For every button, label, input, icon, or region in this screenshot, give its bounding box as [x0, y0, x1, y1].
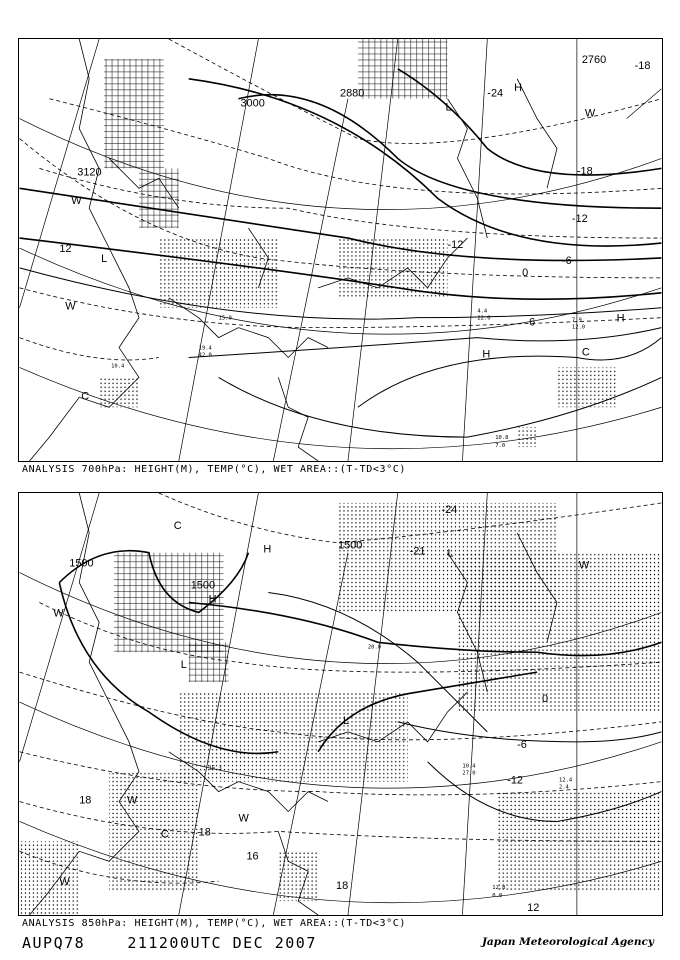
- warm-marker: W: [71, 195, 82, 208]
- warm-marker: W: [53, 607, 64, 620]
- temp-label: -12: [507, 774, 524, 787]
- obs-value: 12.0: [571, 324, 586, 331]
- temp-label: -18: [634, 59, 651, 72]
- obs-value: 7.0: [495, 443, 506, 450]
- obs-value: 4.4: [477, 308, 488, 315]
- temp-label: 18: [79, 794, 92, 807]
- height-label: 1500: [338, 539, 363, 552]
- low-pressure-marker: L: [342, 714, 350, 727]
- obs-value: 10.4: [111, 363, 125, 370]
- wet-area-dots: [99, 238, 617, 450]
- warm-marker: W: [584, 107, 596, 120]
- obs-value: 12.8: [492, 885, 506, 892]
- map-850hpa: [19, 493, 662, 915]
- temp-label: -21: [409, 545, 426, 558]
- valid-time: 211200UTC DEC 2007: [127, 934, 317, 952]
- chart-850hpa: [18, 492, 663, 916]
- high-pressure-marker: H: [514, 81, 523, 94]
- height-label: 1500: [69, 557, 94, 570]
- obs-value: 12.4: [558, 777, 573, 784]
- low-pressure-marker: L: [447, 547, 454, 560]
- obs-value: 0.8: [492, 893, 503, 900]
- obs-value: 16.3: [208, 765, 222, 772]
- cold-marker: C: [581, 346, 590, 359]
- low-pressure-marker: L: [445, 101, 452, 114]
- product-header: [22, 934, 317, 952]
- cold-marker: C: [173, 519, 182, 532]
- height-label: 3120: [77, 166, 102, 179]
- obs-value: 22.0: [477, 315, 491, 322]
- high-pressure-marker: H: [482, 348, 491, 361]
- warm-marker: W: [238, 812, 249, 825]
- height-label: 1500: [190, 579, 216, 592]
- obs-value: 27.0: [462, 770, 476, 777]
- temp-label: 0: [542, 693, 549, 706]
- warm-marker: W: [65, 300, 76, 313]
- height-label: 3000: [240, 97, 265, 110]
- temp-label: -12: [447, 239, 464, 252]
- obs-value: 10.4: [462, 763, 476, 770]
- temp-label: 16: [246, 850, 259, 863]
- obs-value: 7.9: [571, 317, 582, 324]
- obs-value: 42.0: [198, 352, 212, 359]
- obs-value: 2.4: [558, 784, 569, 791]
- obs-value: 20.0: [367, 644, 382, 651]
- wet-area-hatch: [104, 39, 447, 228]
- temp-label: 0: [522, 266, 529, 279]
- wet-area-hatch: [114, 553, 228, 682]
- warm-marker: W: [59, 876, 70, 889]
- caption-700hpa: ANALYSIS 700hPa: HEIGHT(M), TEMP(°C), WET AREA::(T-TD<3°C): [22, 464, 406, 475]
- chart-700hpa: [18, 38, 663, 462]
- cold-marker: C: [81, 390, 90, 403]
- temp-label: -6: [517, 738, 527, 751]
- high-pressure-marker: H: [263, 543, 272, 556]
- product-id: AUPQ78: [22, 934, 86, 952]
- high-pressure-marker: H: [208, 593, 217, 606]
- agency-name: Japan Meteorological Agency: [481, 936, 654, 948]
- temp-label: -18: [576, 165, 593, 178]
- height-label: 2760: [581, 53, 607, 66]
- map-700hpa: [19, 39, 662, 461]
- temp-label: -24: [487, 87, 504, 100]
- caption-850hpa: ANALYSIS 850hPa: HEIGHT(M), TEMP(°C), WET AREA::(T-TD<3°C): [22, 918, 406, 929]
- temp-label: -12: [571, 213, 588, 226]
- cold-marker: C: [160, 828, 169, 841]
- temp-label: -24: [441, 503, 458, 516]
- temp-label: 18: [198, 826, 211, 839]
- low-pressure-marker: L: [180, 659, 187, 672]
- temp-label: 12: [59, 242, 72, 255]
- obs-value: 15.0: [218, 315, 232, 322]
- height-label: 2880: [340, 87, 365, 100]
- temp-label: 18: [336, 880, 349, 893]
- temp-label: 6: [529, 316, 536, 329]
- temp-label: -6: [561, 254, 572, 267]
- high-pressure-marker: H: [616, 312, 625, 325]
- obs-value: 19.4: [198, 345, 212, 352]
- low-pressure-marker: L: [101, 252, 108, 265]
- warm-marker: W: [578, 559, 590, 572]
- obs-value: 10.8: [495, 435, 509, 442]
- warm-marker: W: [127, 794, 138, 807]
- temp-label: 12: [527, 902, 540, 915]
